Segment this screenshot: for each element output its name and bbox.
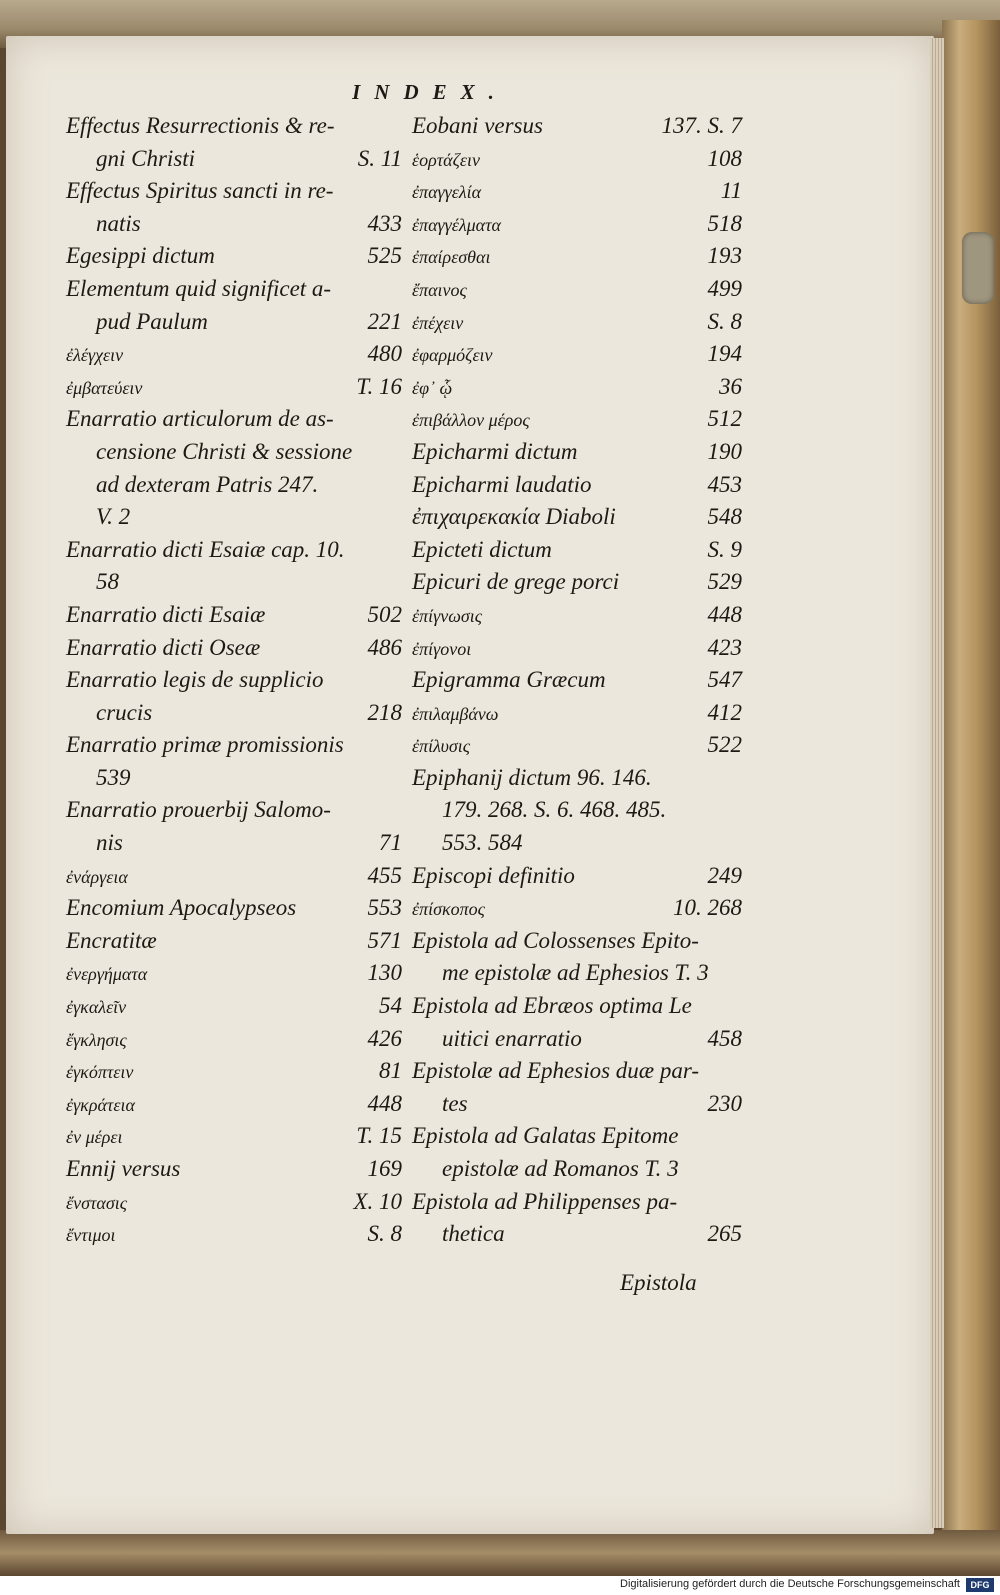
index-entry-page: 480 [367, 341, 402, 367]
index-entry [66, 1088, 402, 1121]
index-entry-line [66, 697, 402, 730]
index-entry-text: crucis [96, 699, 153, 725]
index-entry [412, 632, 742, 665]
index-entry-line [66, 1023, 402, 1056]
index-entry [412, 697, 742, 730]
index-entry [66, 110, 402, 175]
index-entry-page: 265 [707, 1221, 742, 1247]
index-entry-page: 499 [707, 275, 742, 301]
index-entry-page: 448 [367, 1090, 402, 1116]
index-entry [66, 1055, 402, 1088]
index-entry-text: ἐγκόπτειν [66, 1062, 134, 1083]
index-entry-line [66, 762, 402, 795]
index-entry-text: ἑορτάζειν [412, 149, 480, 170]
index-entry-page: 423 [707, 634, 742, 660]
index-entry [412, 925, 742, 990]
index-entry-text: Encomium Apocalypseos [66, 895, 297, 921]
index-entry-line [412, 371, 742, 404]
index-entry-text: ad dexteram Patris 247. [96, 471, 319, 497]
index-entry-text: thetica [442, 1221, 505, 1247]
index-entry-page: 553 [367, 895, 402, 921]
index-entry-line [412, 697, 742, 730]
index-entry-text: ἐπίλυσις [412, 736, 471, 757]
index-entry-line [66, 338, 402, 371]
index-entry [412, 1055, 742, 1120]
index-entry [412, 208, 742, 241]
index-entry-line [66, 1088, 402, 1121]
index-entry-text: Egesippi dictum [66, 243, 215, 269]
index-entry [66, 1023, 402, 1056]
index-entry-line [412, 1153, 742, 1186]
index-entry [412, 762, 742, 860]
index-entry-line [412, 1218, 742, 1251]
index-entry-page: 458 [707, 1025, 742, 1051]
catchword: Epistola [620, 1270, 697, 1295]
index-entry-text: ἐγκαλεῖν [66, 997, 127, 1018]
index-entry-page: 10. 268 [673, 895, 742, 921]
index-entry [66, 240, 402, 273]
index-entry-page: 512 [707, 406, 742, 432]
index-entry-line [412, 338, 742, 371]
index-entry-text: ἔγκλησις [66, 1029, 127, 1050]
index-entry [66, 664, 402, 729]
page-header: INDEX. [352, 80, 508, 104]
footer-credit-text: Digitalisierung gefördert durch die Deutsche Forschungsgemeinschaft [620, 1578, 960, 1590]
index-entry-text: ἐφαρμόζειν [412, 345, 493, 366]
index-entry-text: Effectus Resurrectionis & re- [66, 113, 335, 138]
index-entry-page: 11 [720, 178, 742, 204]
index-entry-text: ἐπιλαμβάνω [412, 703, 499, 724]
index-entry-line [66, 794, 402, 827]
index-entry-text: Epistolæ ad Ephesios duæ par- [412, 1058, 700, 1084]
index-entry-page: 433 [367, 210, 402, 236]
index-entry [412, 175, 742, 208]
index-entry [412, 436, 742, 469]
index-entry-text: Epicharmi laudatio [412, 471, 592, 497]
index-entry-page: 108 [707, 145, 742, 171]
index-entry [66, 1218, 402, 1251]
index-entry-page: 137. S. 7 [661, 113, 742, 138]
index-entry-line [66, 403, 402, 436]
index-entry-line [412, 892, 742, 925]
index-entry-text: Elementum quid significet a- [66, 275, 332, 301]
index-entry-page: 36 [719, 373, 742, 399]
index-entry-text: ἐπιχαιρεκακία Diaboli [412, 504, 616, 530]
index-entry-line [66, 371, 402, 404]
index-entry-line [412, 860, 742, 893]
index-entry-text: ἐπέχειν [412, 312, 464, 333]
dfg-logo-icon: DFG [966, 1578, 994, 1592]
index-entry [412, 371, 742, 404]
index-entry-line [412, 534, 742, 567]
index-entry-text: Ennij versus [66, 1156, 181, 1181]
index-entry-text: ἔνστασις [66, 1192, 128, 1213]
index-entry-line [412, 240, 742, 273]
index-entry-page: 412 [707, 699, 742, 725]
index-entry-line [66, 1153, 402, 1186]
index-entry-line [412, 827, 742, 860]
index-entry-line [412, 664, 742, 697]
index-entry-page: 525 [367, 243, 402, 269]
index-entry [66, 371, 402, 404]
index-entry [66, 534, 402, 599]
index-entry-line [412, 794, 742, 827]
index-entry [66, 1153, 402, 1186]
index-entry-line [66, 208, 402, 241]
index-entry-line [412, 175, 742, 208]
index-entry-page: 426 [367, 1025, 402, 1051]
index-entry-line [66, 990, 402, 1023]
index-entry-line [66, 1218, 402, 1251]
index-entry-line [412, 990, 742, 1023]
index-entry-page: T. 16 [356, 373, 402, 399]
index-entry-page: 218 [367, 699, 402, 725]
index-entry-text: Episcopi definitio [412, 862, 575, 888]
index-entry-page: 81 [379, 1058, 402, 1084]
index-entry [412, 273, 742, 306]
index-entry-text: ἐγκράτεια [66, 1094, 135, 1115]
index-entry [412, 599, 742, 632]
index-entry-text: ἐπαίρεσθαι [412, 247, 491, 268]
index-entry-page: 221 [367, 308, 402, 334]
index-entry-line [66, 827, 402, 860]
index-entry-page: 548 [707, 504, 742, 530]
index-entry-text: ἐνάργεια [66, 866, 128, 887]
index-entry-page: S. 8 [707, 308, 742, 334]
index-entry [412, 1186, 742, 1251]
index-entry-line [412, 403, 742, 436]
index-entry [66, 175, 402, 240]
index-entry [66, 925, 402, 958]
index-entry [412, 240, 742, 273]
index-entry-line [66, 729, 402, 762]
index-entry-line [66, 501, 402, 534]
index-entry-line [66, 1055, 402, 1088]
index-entry-text: Eobani versus [412, 113, 543, 138]
index-entry-text: Enarratio dicti Esaiæ [66, 601, 266, 627]
index-entry-text: tes [442, 1090, 468, 1116]
index-entry-page: 249 [707, 862, 742, 888]
index-entry-text: me epistolæ ad Ephesios T. 3 [442, 960, 709, 986]
index-entry-line [412, 143, 742, 176]
index-entry-line [66, 957, 402, 990]
index-entry [412, 306, 742, 339]
index-entry-page: 130 [367, 960, 402, 986]
index-entry-page: 502 [367, 601, 402, 627]
index-entry-text: pud Paulum [96, 308, 208, 334]
index-entry-text: ἐπίγνωσις [412, 605, 483, 626]
index-entry-text: 179. 268. S. 6. 468. 485. [442, 797, 667, 823]
index-entry-text: ἐπίσκοπος [412, 899, 485, 920]
index-entry-line [412, 273, 742, 306]
book-cover-bottom-edge [0, 1530, 1000, 1576]
index-entry [66, 957, 402, 990]
index-entry-line [66, 1186, 402, 1219]
index-entry-text: V. 2 [96, 504, 131, 530]
index-entry-page: 230 [707, 1090, 742, 1116]
index-entry-text: 553. 584 [442, 830, 523, 856]
index-entry-text: 58 [96, 569, 119, 595]
index-entry-line [412, 436, 742, 469]
index-entry-page: 522 [707, 732, 742, 758]
index-entry-text: epistolæ ad Romanos T. 3 [442, 1156, 679, 1181]
index-entry [66, 273, 402, 338]
index-entry [412, 534, 742, 567]
index-column-left [66, 110, 402, 1251]
index-entry-line [66, 599, 402, 632]
index-entry-text: Enarratio primæ promissionis [66, 732, 344, 758]
index-entry-text: ἐνεργήματα [66, 964, 148, 985]
index-entry-line [66, 632, 402, 665]
index-entry-text: Enarratio legis de supplicio [66, 667, 324, 693]
index-entry-text: Epistola ad Ebræos optima Le [412, 993, 692, 1019]
index-entry-text: ἐφ᾽ ᾧ [412, 377, 453, 398]
index-entry [66, 1186, 402, 1219]
index-entry-page: 71 [379, 830, 402, 856]
index-entry-page: T. 15 [356, 1123, 402, 1149]
index-entry [412, 469, 742, 502]
index-entry-page: S. 11 [357, 145, 402, 171]
digitization-footer [0, 1576, 1000, 1595]
index-entry-line [412, 306, 742, 339]
index-entry-line [66, 860, 402, 893]
index-entry-text: Epicharmi dictum [412, 438, 578, 464]
index-entry [66, 632, 402, 665]
index-entry-line [412, 1186, 742, 1219]
index-entry-text: ἐπίγονοι [412, 638, 472, 659]
index-entry-page: 486 [367, 634, 402, 660]
index-entry-line [412, 110, 742, 143]
index-entry [66, 403, 402, 533]
index-entry [66, 860, 402, 893]
index-entry [412, 664, 742, 697]
index-entry-line [66, 892, 402, 925]
index-entry-text: natis [96, 210, 141, 236]
index-entry-line [412, 208, 742, 241]
index-entry-page: 518 [707, 210, 742, 236]
index-entry-text: censione Christi & sessione [96, 438, 353, 464]
index-entry-page: S. 8 [367, 1221, 402, 1247]
index-entry-text: ἐμβατεύειν [66, 377, 143, 398]
index-entry [412, 403, 742, 436]
index-entry-line [412, 599, 742, 632]
index-entry [412, 860, 742, 893]
index-entry-line [66, 925, 402, 958]
index-entry [66, 599, 402, 632]
index-entry-text: ἔπαινος [412, 279, 467, 300]
index-entry-page: 194 [707, 341, 742, 367]
index-entry-text: Epistola ad Galatas Epitome [412, 1123, 679, 1149]
index-entry-text: 539 [96, 764, 131, 790]
index-entry-text: ἐπαγγέλματα [412, 214, 502, 235]
index-entry [66, 729, 402, 794]
index-entry-text: ἐπαγγελία [412, 182, 482, 203]
index-entry-line [66, 664, 402, 697]
index-entry-line [66, 175, 402, 208]
index-entry [412, 566, 742, 599]
index-entry-line [66, 534, 402, 567]
index-entry-line [66, 436, 402, 469]
index-entry-text: nis [96, 830, 123, 856]
index-entry-text: gni Christi [96, 145, 196, 171]
index-entry-line [66, 306, 402, 339]
index-entry-page: 529 [707, 569, 742, 595]
index-entry-text: Epistola ad Colossenses Epito- [412, 927, 699, 953]
index-entry-text: Enarratio prouerbij Salomo- [66, 797, 331, 823]
index-entry-text: Epistola ad Philippenses pa- [412, 1188, 678, 1214]
index-entry-page: X. 10 [353, 1188, 402, 1214]
index-entry [66, 990, 402, 1023]
index-entry [412, 892, 742, 925]
index-entry [66, 338, 402, 371]
index-entry-page: 571 [367, 927, 402, 953]
index-entry-text: ἐν μέρει [66, 1127, 123, 1148]
index-entry-line [66, 1120, 402, 1153]
index-entry [412, 143, 742, 176]
index-entry [66, 1120, 402, 1153]
index-entry-page: 453 [707, 471, 742, 497]
index-entry-page: 169 [367, 1156, 402, 1181]
index-entry-text: Effectus Spiritus sancti in re- [66, 178, 334, 204]
index-entry-line [412, 762, 742, 795]
index-entry-text: Enarratio articulorum de as- [66, 406, 334, 432]
index-entry-text: uitici enarratio [442, 1025, 582, 1051]
index-entry-line [66, 110, 402, 143]
index-entry-line [412, 1088, 742, 1121]
index-entry-line [412, 925, 742, 958]
index-entry-line [66, 273, 402, 306]
index-entry-line [412, 1055, 742, 1088]
index-entry-line [412, 1023, 742, 1056]
index-entry [412, 1120, 742, 1185]
index-entry [412, 501, 742, 534]
index-entry-line [412, 957, 742, 990]
index-entry [66, 892, 402, 925]
index-entry-line [412, 566, 742, 599]
index-entry-text: Epicteti dictum [412, 536, 552, 562]
index-entry-text: Epigramma Græcum [412, 667, 606, 693]
index-entry-line [66, 469, 402, 502]
index-entry-page: 448 [707, 601, 742, 627]
index-entry-line [412, 729, 742, 762]
index-entry-text: ἐπιβάλλον μέρος [412, 410, 530, 431]
index-entry-page: 193 [707, 243, 742, 269]
index-entry-page: 54 [379, 993, 402, 1019]
index-entry-text: ἐλέγχειν [66, 345, 124, 366]
index-entry-line [412, 1120, 742, 1153]
index-entry-line [66, 240, 402, 273]
index-entry-text: Enarratio dicti Oseæ [66, 634, 261, 660]
index-entry [66, 794, 402, 859]
index-entry-text: ἔντιμοι [66, 1225, 116, 1246]
index-entry-line [66, 143, 402, 176]
book-clasp [962, 232, 994, 304]
index-entry-page: 190 [707, 438, 742, 464]
index-entry-line [66, 566, 402, 599]
index-entry-text: Enarratio dicti Esaiæ cap. 10. [66, 536, 345, 562]
index-entry-page: 547 [707, 667, 742, 693]
index-entry-text: Epiphanij dictum 96. 146. [412, 764, 652, 790]
index-column-right [412, 110, 742, 1251]
index-entry [412, 729, 742, 762]
index-entry [412, 990, 742, 1055]
index-entry-line [412, 501, 742, 534]
index-entry [412, 338, 742, 371]
index-entry-line [412, 632, 742, 665]
page-stack-edge [930, 38, 944, 1528]
index-entry-page: 455 [367, 862, 402, 888]
index-entry-page: S. 9 [707, 536, 742, 562]
index-entry-text: Epicuri de grege porci [412, 569, 620, 595]
index-entry-line [412, 469, 742, 502]
index-entry [412, 110, 742, 143]
index-entry-text: Encratitæ [66, 927, 157, 953]
